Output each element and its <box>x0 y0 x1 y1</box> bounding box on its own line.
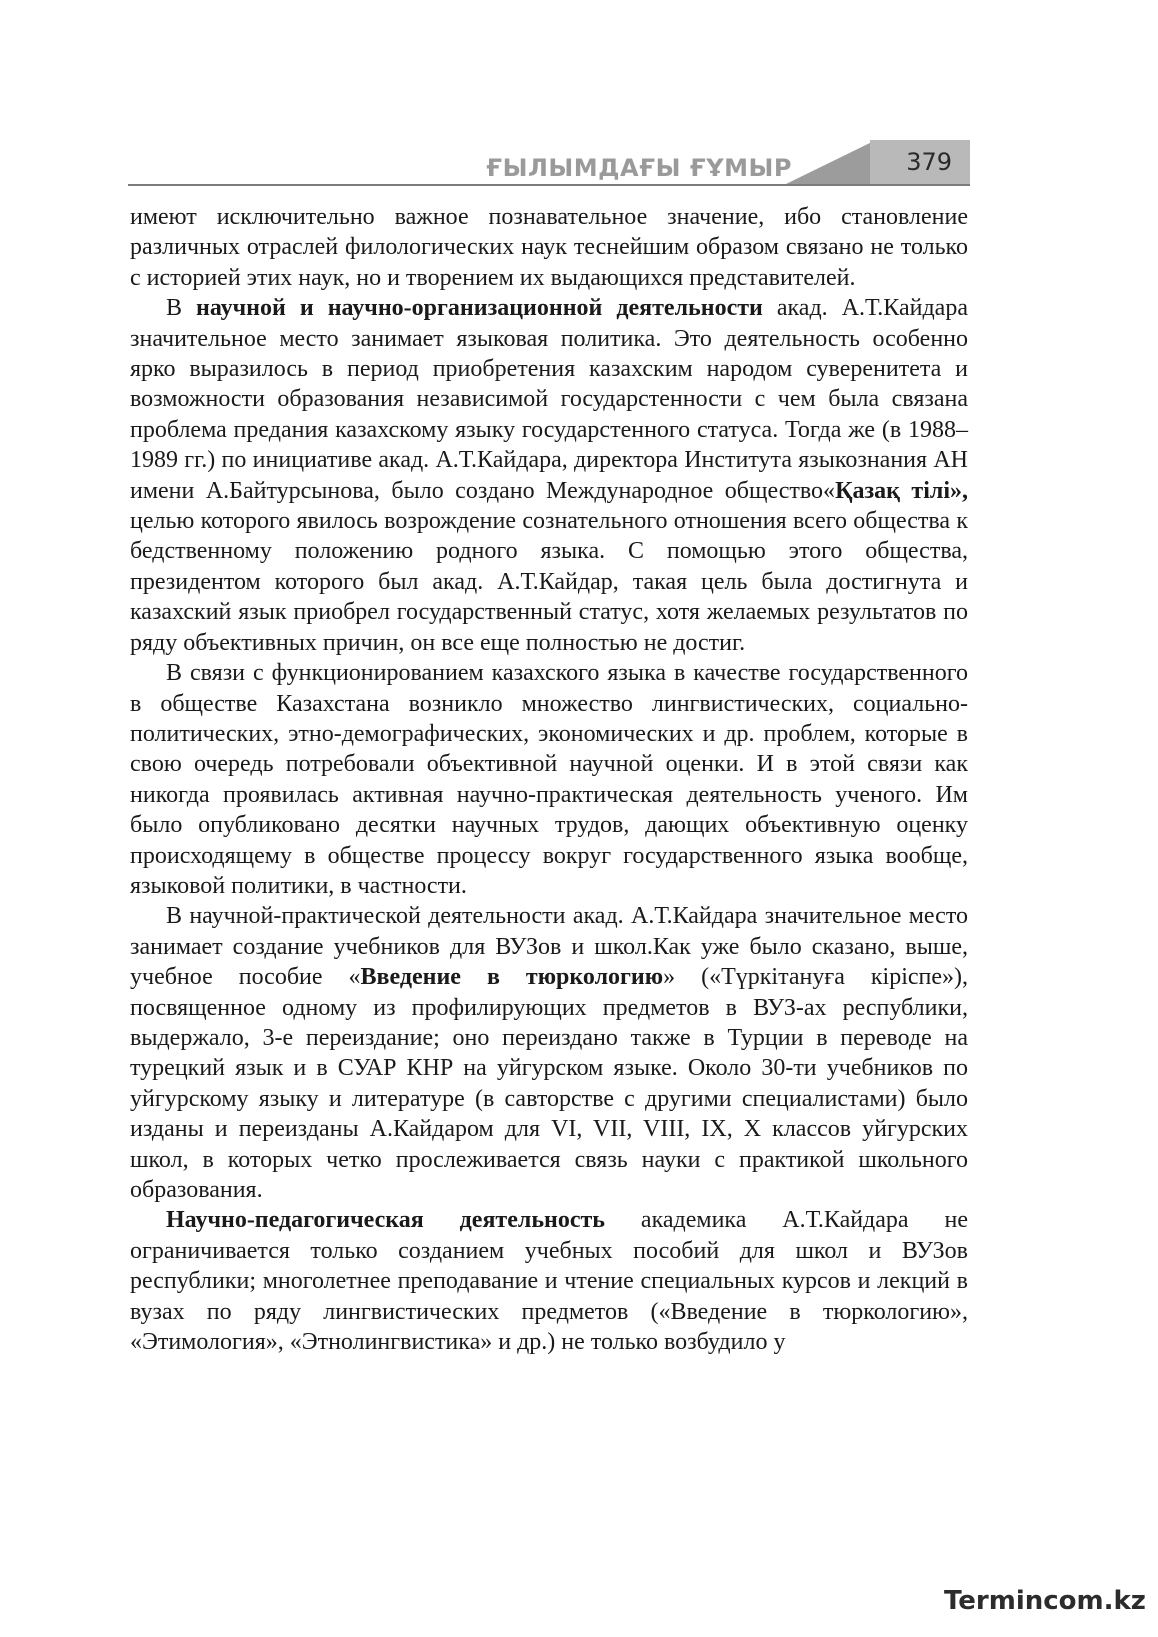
paragraph-4-post: » («Түркітануға кіріспе»), посвященное одному из профилирующих предметов в ВУЗ-ах республики, выдержало, 3-е переиздание; оно переиздано также в Турции в переводе на турецкий язык и в СУАР КНР на уйгурском языке. Около 30-ти учебников по уйгурскому языку и литературе (в савторстве с другими специалистами) было изданы и переизданы А.Кайдаром для VI, VII, VIII, IX, X классов уйгурских школ, в которых четко прослеживается связь науки с практикой школьного образования. <box>130 964 968 1203</box>
paragraph-1 <box>130 202 968 293</box>
paragraph-2 <box>130 293 968 658</box>
body-text <box>130 202 968 1357</box>
page-header <box>128 136 970 188</box>
running-title: ҒЫЛЫМДАҒЫ ҒҰМЫР <box>486 154 792 182</box>
paragraph-1-text: имеют исключительно важное познавательное значение, ибо становление различных отраслей филологических наук теснейшим образом связано не только с историей этих наук, но и творением их выдающихся представителей. <box>130 204 968 291</box>
paragraph-3-text: В связи с функционированием казахского языка в качестве государственного в обществе Казахстана возникло множество лингвистических, социально-политических, этно-демографических, экономических и др. проблем, которые в свою очередь потребовали объективной научной оценки. И в этой связи как никогда проявилась активная научно-практическая деятельность ученого. Им было опубликовано десятки научных трудов, дающих объективную оценку происходящему в обществе процессу вокруг государственного языка вообще, языковой политики, в частности. <box>130 660 968 899</box>
paragraph-5-bold: Научно-педагогическая деятельность <box>166 1207 605 1234</box>
paragraph-5-post: академика А.Т.Кайдара не ограничивается только созданием учебных пособий для школ и ВУЗов республики; многолетнее преподавание и чтение специальных курсов и лекций в вузах по ряду лингвистических предметов («Введение в тюркологию», «Этимология», «Этнолингвистика» и др.) не только возбудило у <box>130 1207 968 1356</box>
page-number-tab <box>870 140 970 184</box>
paragraph-2-mid: акад. А.Т.Кайдара значительное место занимает языковая политика. Это деятельность особенно ярко выразилось в период приобретения казахским народом суверенитета и возможности образования независимой государстенности с чем была связана проблема предания казахскому языку государстенного статуса. Тогда же (в 1988–1989 гг.) по инициативе акад. А.Т.Кайдара, директора Института языкознания АН имени А.Байтурсынова, было создано Международное общество« <box>130 295 968 504</box>
watermark-logo: Termincom.kz <box>944 1586 1146 1616</box>
header-wedge-decoration <box>786 140 876 184</box>
paragraph-4 <box>130 901 968 1205</box>
paragraph-2-pre: В <box>166 295 197 322</box>
paragraph-4-bold: Введение в тюркологию <box>360 964 664 991</box>
paragraph-2-bold-society: Қазақ тілі», <box>835 477 969 504</box>
paragraph-2-post: целью которого явилось возрождение сознательного отношения всего общества к бедственному положению родного языка. С помощью этого общества, президентом которого был акад. А.Т.Кайдар, такая цель была достигнута и казахский язык приобрел государственный статус, хотя желаемых результатов по ряду объективных причин, он все еще полностью не достиг. <box>130 508 968 656</box>
header-rule <box>128 184 970 186</box>
page-number: 379 <box>906 148 952 176</box>
paragraph-2-bold: научной и научно-организационной деятельности <box>196 295 763 322</box>
paragraph-5 <box>130 1205 968 1357</box>
paragraph-3 <box>130 658 968 901</box>
paragraph-4-pre: В научной-практической деятельности акад. А.Т.Кайдара значительное место занимает создание учебников для ВУЗов и школ.Как уже было сказано, выше, учебное пособие « <box>130 903 968 991</box>
